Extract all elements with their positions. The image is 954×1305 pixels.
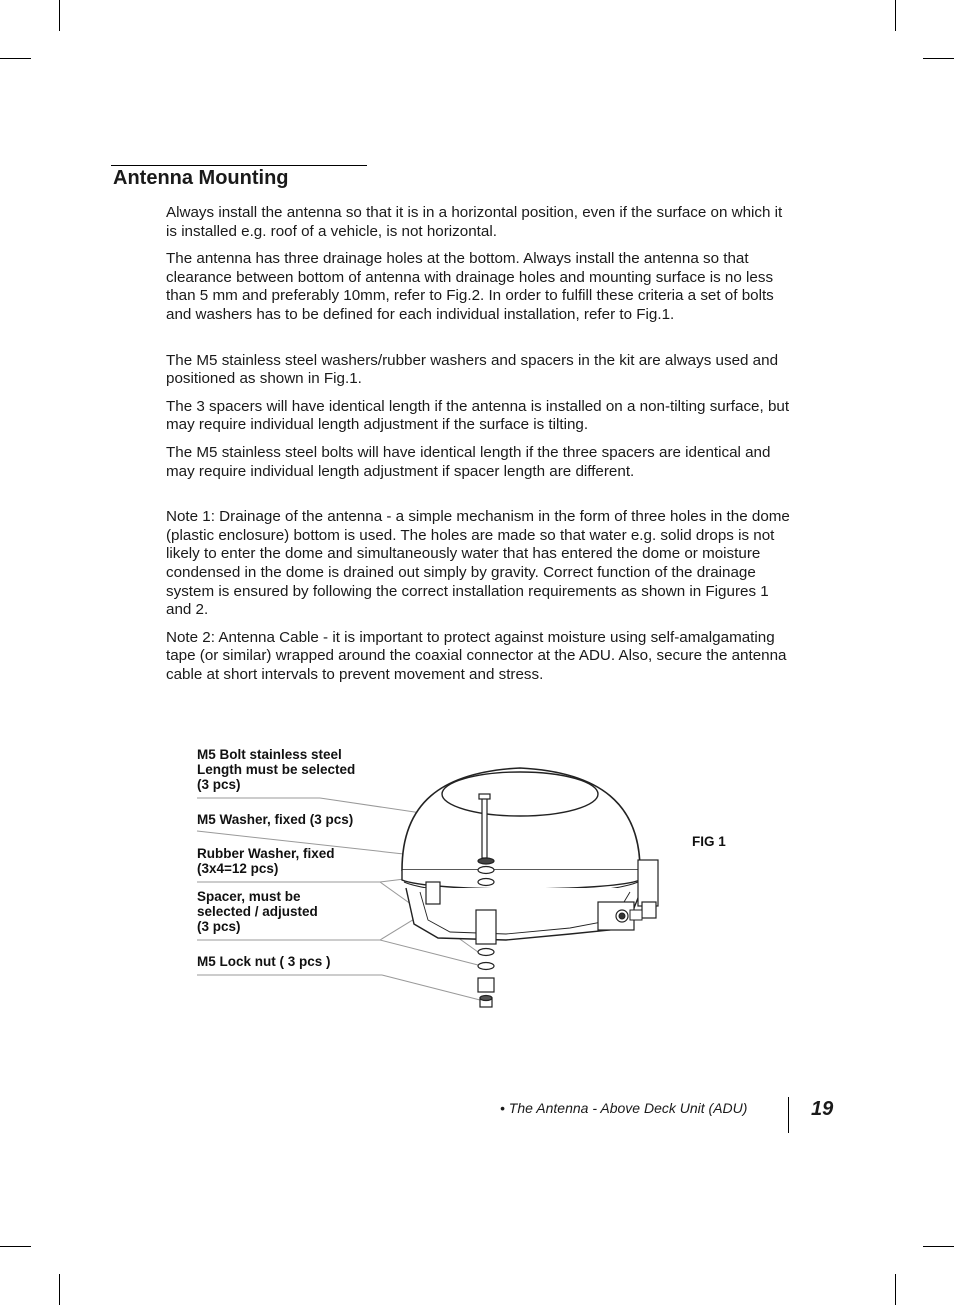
crop-mark: [59, 0, 60, 31]
callout-spacer-line: (3 pcs): [197, 919, 241, 934]
paragraph: The antenna has three drainage holes at the bottom. Always install the antenna so that clearance between bottom of antenna with drainage holes and mounting surface is no less than 5 mm and preferably 10mm, refer to Fig.2. In order to fulfill these criteria a set of bolts and washers has to be defined for each individual installation, refer to Fig.1.: [166, 250, 774, 323]
svg-text:(3x4=12 pcs): [197, 861, 278, 876]
body-text: [166, 204, 794, 693]
page-number: 19: [811, 1098, 834, 1120]
callout-spacer-line: selected / adjusted: [197, 904, 318, 919]
svg-text:FIG 1: [692, 834, 726, 849]
footer-title: The Antenna - Above Deck Unit (ADU): [508, 1100, 748, 1116]
callout-spacer-line: Spacer, must be: [197, 889, 301, 904]
section-title: Antenna Mounting: [113, 167, 289, 189]
svg-text:M5 Bolt stainless steel: [197, 747, 342, 762]
callout-bolt-line: M5 Bolt stainless steel: [197, 747, 342, 762]
crop-mark: [923, 58, 954, 59]
svg-text:(3 pcs): [197, 919, 241, 934]
crop-mark: [59, 1274, 60, 1305]
callout-bolt-line: (3 pcs): [197, 777, 241, 792]
paragraph: Always install the antenna so that it is in a horizontal position, even if the surface on which it is installed e.g. roof of a vehicle, is not horizontal.: [166, 204, 783, 240]
footer-section-title: [500, 1100, 747, 1116]
paragraph: The 3 spacers will have identical length if the antenna is installed on a non-tilting surface, but may require individual length adjustment if the surface is tilting.: [166, 397, 790, 434]
footer-bullet: •: [500, 1100, 505, 1116]
paragraph: The M5 stainless steel washers/rubber washers and spacers in the kit are always used and positioned as shown in Fig.1.: [166, 351, 779, 388]
section-title-rule: [111, 165, 367, 166]
svg-text:M5 Lock nut ( 3 pcs ): [197, 954, 331, 969]
crop-mark: [895, 0, 896, 31]
svg-text:Rubber Washer, fixed: [197, 846, 335, 861]
callout-locknut-line: M5 Lock nut ( 3 pcs ): [197, 954, 331, 969]
crop-mark: [923, 1246, 954, 1247]
svg-text:Length must be selected: [197, 762, 355, 777]
callout-washer-line: M5 Washer, fixed (3 pcs): [197, 812, 354, 827]
figure-1-antenna-mounting: [190, 742, 750, 1017]
svg-text:Spacer, must be: [197, 889, 301, 904]
svg-text:(3 pcs): [197, 777, 241, 792]
callout-rubber-line: (3x4=12 pcs): [197, 861, 279, 876]
crop-mark: [0, 1246, 31, 1247]
svg-text:selected / adjusted: [197, 904, 318, 919]
footer-divider: [788, 1097, 789, 1133]
note-paragraph: Note 2: Antenna Cable - it is important to protect against moisture using self-amalgamating tape (or similar) wrapped around the coaxial connector at the ADU. Also, secure the antenna cable at short intervals to prevent movement and stress.: [166, 628, 787, 683]
crop-mark: [895, 1274, 896, 1305]
svg-text:M5 Washer, fixed (3 pcs): [197, 812, 353, 827]
callout-rubber-line: Rubber Washer, fixed: [197, 846, 335, 861]
callout-bolt-line: Length must be selected: [197, 762, 356, 777]
figure-label: FIG 1: [692, 834, 726, 849]
paragraph: The M5 stainless steel bolts will have identical length if the three spacers are identical and may require individual length adjustment if spacer length are different.: [166, 443, 771, 480]
note-paragraph: Note 1: Drainage of the antenna - a simple mechanism in the form of three holes in the dome (plastic enclosure) bottom is used. The holes are made so that water e.g. solid drops is not likely to enter the dome and simultaneously water that has entered the dome or moisture condensed in the dome is drained out simply by gravity. Correct function of the drainage system is ensured by following the correct installation requirements as shown in Figures 1 and 2.: [166, 508, 790, 619]
crop-mark: [0, 58, 31, 59]
